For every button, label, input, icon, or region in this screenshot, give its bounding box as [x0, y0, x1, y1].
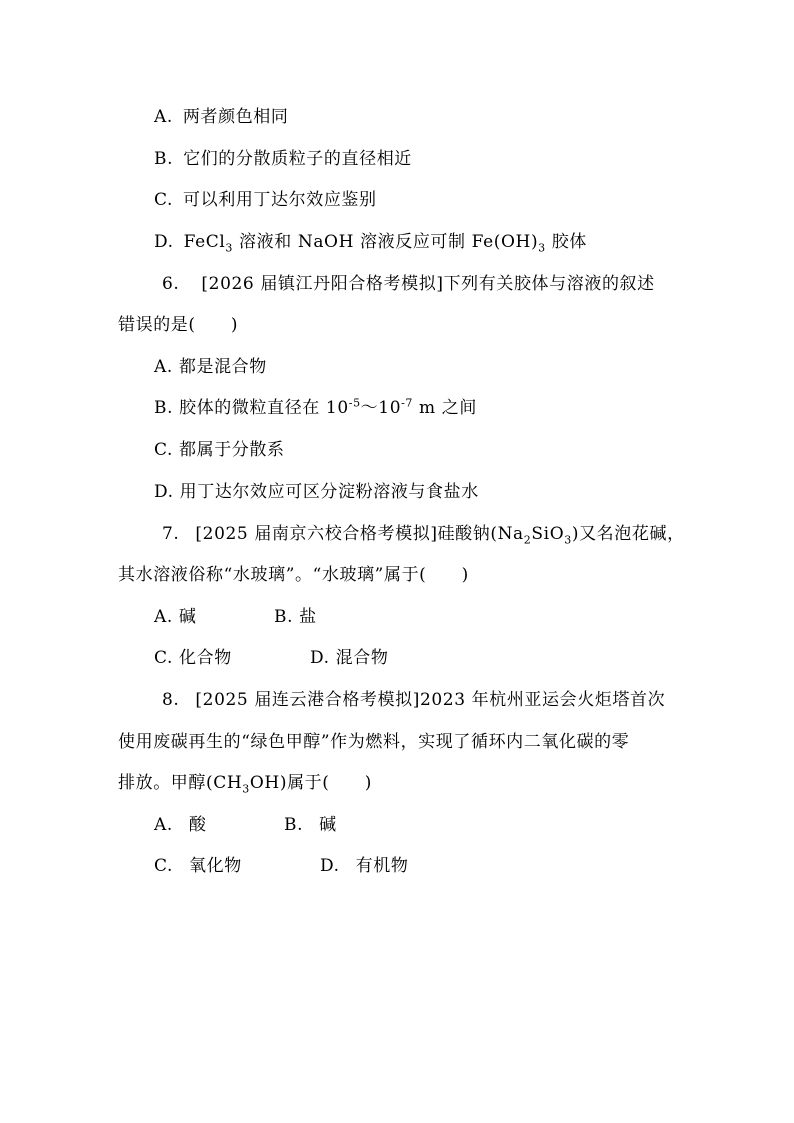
subscript: 3	[564, 533, 572, 547]
question-stem-part: OH)属于( )	[249, 773, 372, 793]
q8-stem-line1	[162, 689, 665, 711]
subscript: 3	[538, 241, 546, 255]
option-text-part: 溶液和 NaOH 溶液反应可制 Fe(OH)	[233, 232, 539, 252]
superscript: -5	[348, 396, 361, 410]
option-letter: C.	[154, 856, 174, 876]
option-text: C. 化合物	[154, 648, 232, 668]
option-letter: B.	[154, 149, 174, 169]
q5-option-d	[154, 231, 587, 253]
q6-option-a	[154, 356, 267, 378]
q7-option-a	[154, 606, 197, 628]
option-text-part: B. 胶体的微粒直径在 10	[154, 398, 349, 418]
q7-option-c	[154, 647, 232, 669]
option-text: D. 用丁达尔效应可区分淀粉溶液与食盐水	[154, 482, 479, 502]
option-text-part: 胶体	[545, 232, 587, 252]
option-letter: A.	[154, 107, 173, 127]
option-text: 它们的分散质粒子的直径相近	[183, 149, 412, 169]
superscript: -7	[401, 396, 414, 410]
question-stem: [2026 届镇江丹阳合格考模拟]下列有关胶体与溶液的叙述	[201, 274, 655, 294]
question-stem-part: SiO	[531, 524, 565, 544]
q5-option-b	[154, 148, 412, 170]
q5-option-a	[154, 106, 289, 128]
option-text: B. 盐	[274, 607, 317, 627]
q8-option-c	[154, 855, 242, 877]
q5-option-c	[154, 189, 377, 211]
q6-option-b	[154, 397, 477, 419]
option-text: 酸	[188, 815, 207, 835]
option-letter: C.	[154, 190, 174, 210]
q6-stem-line2	[118, 314, 238, 336]
option-letter: A.	[154, 815, 173, 835]
question-stem: 其水溶液俗称“水玻璃”。“水玻璃”属于( )	[118, 565, 469, 585]
option-text: 碱	[319, 815, 337, 835]
option-text: C. 都属于分散系	[154, 440, 285, 460]
subscript: 2	[523, 533, 532, 547]
option-letter: D.	[320, 856, 340, 876]
option-text: D. 混合物	[310, 648, 389, 668]
question-stem: 使用废碳再生的“绿色甲醇”作为燃料，实现了循环内二氧化碳的零	[118, 732, 630, 752]
option-letter: B.	[284, 815, 304, 835]
q7-stem-line1	[162, 523, 685, 545]
option-text: 两者颜色相同	[182, 107, 289, 127]
question-stem-part: 排放。甲醇(CH	[118, 773, 243, 793]
option-text: 可以利用丁达尔效应鉴别	[183, 190, 377, 210]
option-text: 氧化物	[189, 856, 242, 876]
option-text-part: ～10	[360, 398, 402, 418]
option-letter: D.	[154, 232, 174, 252]
question-stem: 错误的是( )	[118, 315, 239, 335]
q6-stem-line1	[162, 273, 655, 295]
question-stem-part: [2025 届南京六校合格考模拟]硅酸钠(Na	[195, 524, 524, 544]
q8-option-d	[320, 855, 408, 877]
question-stem: [2025 届连云港合格考模拟]2023 年杭州亚运会火炬塔首次	[195, 690, 666, 710]
subscript: 3	[225, 241, 234, 255]
subscript: 3	[242, 782, 250, 796]
option-text-part: FeCl	[183, 232, 226, 252]
q8-option-b	[284, 814, 337, 836]
q7-stem-line2	[118, 564, 469, 586]
q6-option-c	[154, 439, 285, 461]
option-text: A. 碱	[154, 607, 197, 627]
q8-option-a	[154, 814, 207, 836]
question-number: 6.	[162, 274, 180, 294]
q7-option-b	[274, 606, 317, 628]
option-text-part: m 之间	[413, 398, 477, 418]
q6-option-d	[154, 481, 479, 503]
question-number: 8.	[162, 690, 180, 710]
q7-option-d	[310, 647, 388, 669]
q8-stem-line3	[118, 772, 372, 794]
question-stem-part: )又名泡花碱，	[571, 524, 685, 544]
q8-stem-line2	[118, 731, 629, 753]
question-number: 7.	[162, 524, 180, 544]
option-text: 有机物	[355, 856, 409, 876]
option-text: A. 都是混合物	[154, 357, 267, 377]
